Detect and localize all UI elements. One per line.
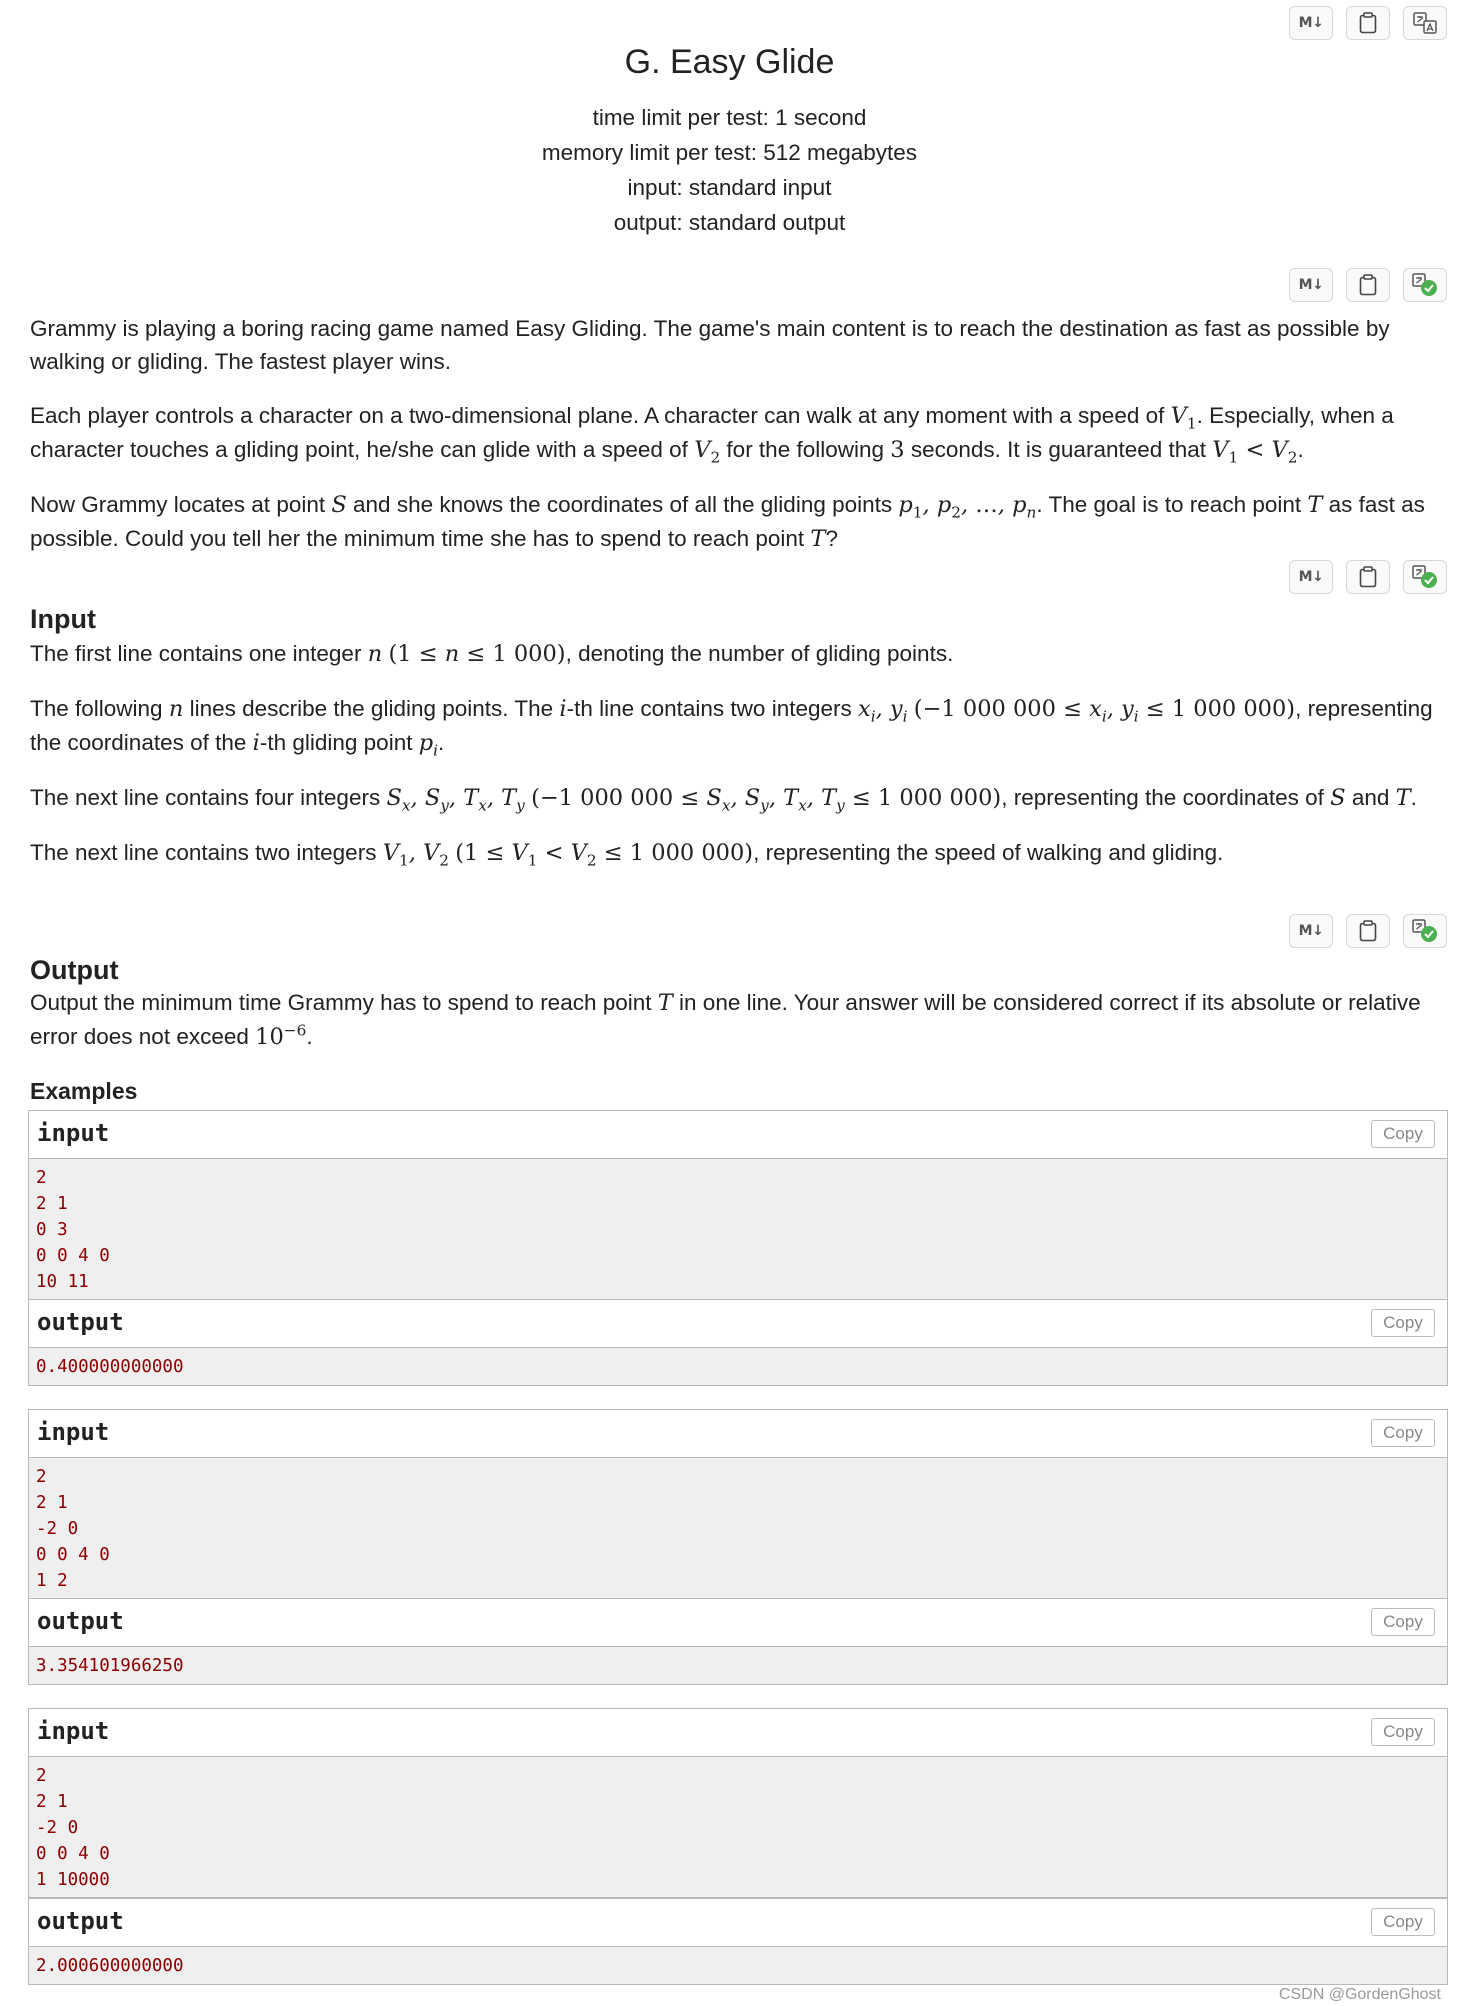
text: , representing the coordinates of xyxy=(1001,785,1331,810)
examples-title: Examples xyxy=(30,1078,138,1104)
example-1-input xyxy=(28,1110,1448,1300)
text: The next line contains four integers xyxy=(30,785,387,810)
sample-line: -2 0 xyxy=(36,1519,79,1539)
text: The next line contains two integers xyxy=(30,840,383,865)
problem-title: G. Easy Glide xyxy=(624,43,835,81)
text: , denoting the number of gliding points. xyxy=(565,641,954,666)
output-toolbar xyxy=(1289,914,1447,948)
input-spec: input: standard input xyxy=(627,175,832,200)
sample-line: -2 0 xyxy=(36,1818,79,1838)
sample-line: 1 2 xyxy=(36,1571,68,1591)
text: in one line. Your answer will be considered correct if its absolute or relative error does not exceed xyxy=(30,990,1421,1049)
text: , representing the speed of walking and gliding. xyxy=(753,840,1224,865)
markdown-icon: M↓ xyxy=(1298,277,1324,293)
markdown-icon: M↓ xyxy=(1298,569,1324,585)
input-line-4: The next line contains two integers $V_1$, $V_2$ ($1 \le V_1 < V_2 \le 1$ 000 000), representing the speed of walking and gliding. xyxy=(30,840,1224,870)
clipboard-icon xyxy=(1359,566,1377,588)
output-section-title: Output xyxy=(30,955,119,985)
input-line-3: The next line contains four integers $S_x$, $S_y$, $T_x$, $T_y$ (−1 000 $000 \le S_x$, $S_y$, $T_x$, $T_y \le 1$ 000 000), representing the coordinates of S and T. xyxy=(30,785,1417,815)
output-label: output xyxy=(37,1907,124,1935)
text: lines describe the gliding points. The xyxy=(183,696,560,721)
sample-line: 10 11 xyxy=(36,1272,89,1292)
translate-done-icon xyxy=(1412,919,1438,943)
copy-button[interactable]: Copy xyxy=(1371,1608,1435,1636)
markdown-button[interactable] xyxy=(1289,6,1333,40)
markdown-button[interactable] xyxy=(1289,914,1333,948)
markdown-icon: M↓ xyxy=(1298,15,1324,31)
watermark: CSDN @GordenGhost xyxy=(1278,1986,1441,2003)
sample-line: 0 0 4 0 xyxy=(36,1246,110,1266)
sample-line: 2 xyxy=(36,1766,47,1786)
text: The following xyxy=(30,696,169,721)
input-toolbar xyxy=(1289,560,1447,594)
text: The first line contains one integer xyxy=(30,641,368,666)
translated-button[interactable] xyxy=(1403,560,1447,594)
output-label: output xyxy=(37,1308,124,1336)
copy-button[interactable]: Copy xyxy=(1371,1718,1435,1746)
translate-button[interactable] xyxy=(1403,6,1447,40)
text: and she knows the coordinates of all the gliding points xyxy=(346,492,899,517)
text: Output the minimum time Grammy has to spend to reach point xyxy=(30,990,658,1015)
copy-clipboard-button[interactable] xyxy=(1346,6,1390,40)
text: and xyxy=(1345,785,1396,810)
sample-line: 3.354101966250 xyxy=(36,1656,184,1676)
markdown-button[interactable] xyxy=(1289,560,1333,594)
text: Now Grammy locates at point xyxy=(30,492,332,517)
output-label: output xyxy=(37,1607,124,1635)
sample-line: 2 xyxy=(36,1168,47,1188)
sample-line: 2 1 xyxy=(36,1194,68,1214)
output-line-1: Output the minimum time Grammy has to spend to reach point T in one line. Your answer will be considered correct if its absolute or relative error does not exceed $10^{-6}$. xyxy=(30,990,1421,1050)
sample-line: 0 0 4 0 xyxy=(36,1545,110,1565)
copy-button[interactable]: Copy xyxy=(1371,1309,1435,1337)
output-spec: output: standard output xyxy=(613,210,846,235)
text: . xyxy=(306,1024,313,1049)
header-toolbar xyxy=(1289,6,1447,40)
translate-done-icon xyxy=(1412,273,1438,297)
input-label: input xyxy=(37,1717,110,1745)
memory-limit: memory limit per test: 512 megabytes xyxy=(541,140,918,165)
copy-button[interactable]: Copy xyxy=(1371,1120,1435,1148)
sample-line: 0.400000000000 xyxy=(36,1357,184,1377)
text: , representing the coordinates of the xyxy=(30,696,1433,755)
input-label: input xyxy=(37,1418,110,1446)
sample-line: 0 0 4 0 xyxy=(36,1844,110,1864)
example-1-output xyxy=(28,1299,1448,1386)
statement-paragraph-1: Grammy is playing a boring racing game named Easy Gliding. The game's main content is to reach the destination as fast as possible by walking or gliding. The fastest player wins. xyxy=(30,316,1390,374)
text: for the following xyxy=(720,437,891,462)
text: . The goal is to reach point xyxy=(1036,492,1308,517)
copy-button[interactable]: Copy xyxy=(1371,1419,1435,1447)
copy-clipboard-button[interactable] xyxy=(1346,560,1390,594)
translated-button[interactable] xyxy=(1403,268,1447,302)
text: -th line contains two integers xyxy=(566,696,858,721)
text: Each player controls a character on a two-dimensional plane. A character can walk at any moment with a speed of xyxy=(30,403,1171,428)
translated-button[interactable] xyxy=(1403,914,1447,948)
legend-section xyxy=(30,312,1450,556)
text: ? xyxy=(825,526,838,551)
text: seconds. It is guaranteed that xyxy=(904,437,1213,462)
input-section-title: Input xyxy=(30,604,96,634)
problem-header xyxy=(0,40,1459,240)
output-section xyxy=(30,986,1450,1054)
example-3-input xyxy=(28,1708,1448,1898)
copy-clipboard-button[interactable] xyxy=(1346,914,1390,948)
markdown-icon: M↓ xyxy=(1298,923,1324,939)
text: as fast as possible. Could you tell her the minimum time she has to spend to reach point xyxy=(30,492,1425,551)
sample-line: 1 10000 xyxy=(36,1870,110,1890)
sample-line: 2 xyxy=(36,1467,47,1487)
example-2-input xyxy=(28,1409,1448,1599)
example-3-output xyxy=(28,1898,1448,1985)
clipboard-icon xyxy=(1359,12,1377,34)
statement-paragraph-2: Each player controls a character on a two-dimensional plane. A character can walk at any moment with a speed of $V_1$. Especially, when a character touches a gliding point, he/she can glide with a speed of $V_2$ for the following 3 seconds. It is guaranteed that $V_1 < V_2$. xyxy=(30,403,1394,467)
markdown-button[interactable] xyxy=(1289,268,1333,302)
clipboard-icon xyxy=(1359,274,1377,296)
clipboard-icon xyxy=(1359,920,1377,942)
text: . Especially, when a character touches a gliding point, he/she can glide with a speed of xyxy=(30,403,1394,462)
input-section xyxy=(30,637,1450,870)
sample-line: 2 1 xyxy=(36,1792,68,1812)
input-line-1: The first line contains one integer n (1 ≤ n ≤ 1 000), denoting the number of gliding points. xyxy=(30,641,954,667)
example-2-output xyxy=(28,1598,1448,1685)
sample-line: 2 1 xyxy=(36,1493,68,1513)
text: -th gliding point xyxy=(259,730,419,755)
statement-paragraph-3: Now Grammy locates at point S and she knows the coordinates of all the gliding points $p_1$, $p_2$, …, $p_n$. The goal is to reach point T as fast as possible. Could you tell her the minimum time she has to spend to reach point T? xyxy=(30,492,1425,552)
translate-done-icon xyxy=(1412,565,1438,589)
translate-icon xyxy=(1413,12,1437,34)
input-line-2: The following n lines describe the gliding points. The i-th line contains two integers $x_i$, $y_i$ (−1 000 $000 \le x_i$, $y_i \le 1$ 000 000), representing the coordinates of the i-th gliding point $p_i$. xyxy=(30,696,1433,760)
sample-line: 2.000600000000 xyxy=(36,1956,184,1976)
copy-clipboard-button[interactable] xyxy=(1346,268,1390,302)
statement-toolbar xyxy=(1289,268,1447,302)
input-label: input xyxy=(37,1119,110,1147)
copy-button[interactable]: Copy xyxy=(1371,1908,1435,1936)
time-limit: time limit per test: 1 second xyxy=(592,105,867,130)
sample-line: 0 3 xyxy=(36,1220,68,1240)
